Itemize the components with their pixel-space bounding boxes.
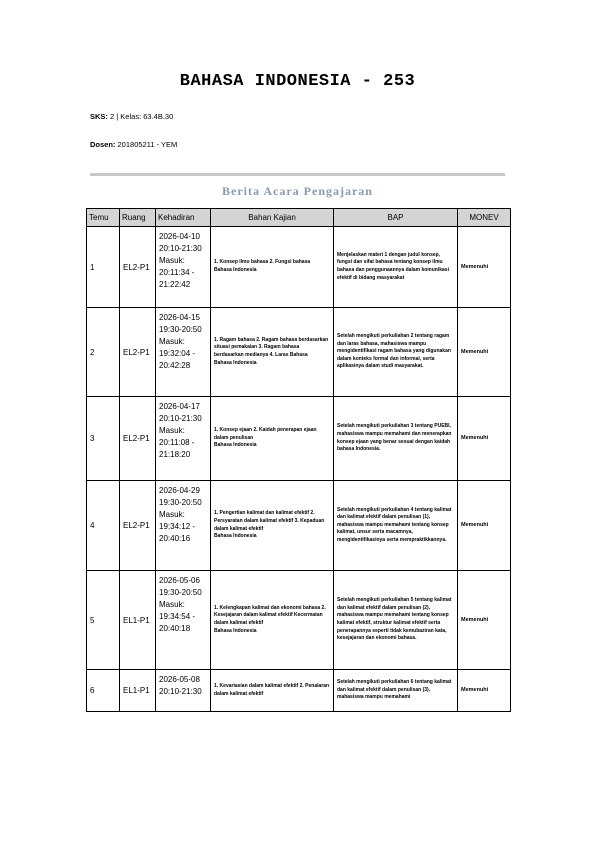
cell-temu: 4 <box>87 481 120 571</box>
column-header-bap: BAP <box>334 209 458 227</box>
table-header-row <box>87 209 511 227</box>
cell-bap: Menjelaskan materi 1 dengan judul konsep, fungsi dan sifat bahasa tentang konsep ilmu bahasa dan penggunaannya dalam komunikasi efektif di bidang masyarakat <box>334 227 458 308</box>
cell-ruang: EL2-P1 <box>120 481 156 571</box>
cell-temu: 1 <box>87 227 120 308</box>
cell-bahan-kajian: 1. Kevariasian dalam kalimat efektif 2. Penalaran dalam kalimat efektif <box>211 670 334 712</box>
cell-ruang: EL2-P1 <box>120 227 156 308</box>
column-header-ruang: Ruang <box>120 209 156 227</box>
cell-monev: Memenuhi <box>458 397 511 481</box>
cell-monev: Memenuhi <box>458 670 511 712</box>
cell-ruang: EL2-P1 <box>120 397 156 481</box>
cell-ruang: EL2-P1 <box>120 308 156 397</box>
divider <box>90 173 505 176</box>
lecturer-info <box>90 140 177 149</box>
cell-kehadiran: 2026-05-08 20:10-21:30 <box>156 670 211 712</box>
cell-bahan-kajian: 1. Pengertian kalimat dan kalimat efektif 2. Persyaratan dalam kalimat efektif 3. Kepaduan dalam kalimat efektif Bahasa Indonesia <box>211 481 334 571</box>
cell-kehadiran: 2026-04-15 19:30-20:50 Masuk: 19:32:04 - 20:42:28 <box>156 308 211 397</box>
sks-value: 2 | Kelas: 63.4B.30 <box>110 112 174 121</box>
dosen-label: Dosen: <box>90 140 116 149</box>
column-header-kehadiran: Kehadiran <box>156 209 211 227</box>
cell-bahan-kajian: 1. Kelengkapan kalimat dan ekonomi bahasa 2. Kesejajaran dalam kalimat efektif Kecermatan dalam kalimat efektif Bahasa Indonesia <box>211 571 334 670</box>
cell-bap: Setelah mengikuti perkuliahan 6 tentang kalimat dan kalimat efektif dalam penulisan (3), mahasiswa mampu memahami <box>334 670 458 712</box>
cell-kehadiran: 2026-04-29 19:30-20:50 Masuk: 19:34:12 - 20:40:16 <box>156 481 211 571</box>
cell-temu: 6 <box>87 670 120 712</box>
column-header-monev: MONEV <box>458 209 511 227</box>
column-header-temu: Temu <box>87 209 120 227</box>
teaching-log-table <box>86 208 511 712</box>
table-row <box>87 670 511 712</box>
cell-ruang: EL1-P1 <box>120 571 156 670</box>
course-info <box>90 112 173 121</box>
cell-ruang: EL1-P1 <box>120 670 156 712</box>
dosen-value: 201805211 - YEM <box>117 140 178 149</box>
table-row <box>87 227 511 308</box>
cell-bap: Setelah mengikuti perkuliahan 4 tentang kalimat dan kalimat efektif dalam penulisan (1), mahasiswa mampu memahami tentang konsep kalimat, unsur serta macamnya, mengidentifikasinya serta mempraktikkannya. <box>334 481 458 571</box>
cell-monev: Memenuhi <box>458 571 511 670</box>
table-row <box>87 571 511 670</box>
table-row <box>87 397 511 481</box>
cell-bap: Setelah mengikuti perkuliahan 3 tentang PUEBI, mahasiswa mampu memahami dan menerapkan konsep ejaan yang benar sesuai dengan kaidah bahasa Indonesia. <box>334 397 458 481</box>
section-title: Berita Acara Pengajaran <box>222 184 373 198</box>
cell-monev: Memenuhi <box>458 481 511 571</box>
cell-monev: Memenuhi <box>458 227 511 308</box>
sks-label: SKS: <box>90 112 108 121</box>
cell-bap: Setelah mengikuti perkuliahan 5 tentang kalimat dan kalimat efektif dalam penulisan (2), mahasiswa mampu memahami tentang konsep kalimat efektif, struktur kalimat efektif serta penerapannya seperti tidak kemubaziran kata, kesejajaran dan ekonomi bahasa. <box>334 571 458 670</box>
cell-temu: 3 <box>87 397 120 481</box>
cell-bap: Setelah mengikuti perkuliahan 2 tentang ragam dan laras bahasa, mahasiswa mampu mengidentifikasi ragam bahasa yang digunakan dalam konteks formal dan informal, serta aplikasinya dalam studi masyarakat. <box>334 308 458 397</box>
table-row <box>87 481 511 571</box>
cell-monev: Memenuhi <box>458 308 511 397</box>
page-title: BAHASA INDONESIA - 253 <box>179 72 416 91</box>
cell-bahan-kajian: 1. Ragam bahasa 2. Ragam bahasa berdasarkan situasi pemakaian 3. Ragam bahasa berdasarkan medianya 4. Laras Bahasa Bahasa Indonesia <box>211 308 334 397</box>
table-row <box>87 308 511 397</box>
cell-bahan-kajian: 1. Konsep ilmu bahasa 2. Fungsi bahasa Bahasa Indonesia <box>211 227 334 308</box>
cell-temu: 5 <box>87 571 120 670</box>
cell-bahan-kajian: 1. Konsep ejaan 2. Kaidah penerapan ejaan dalam penulisan Bahasa Indonesia <box>211 397 334 481</box>
column-header-bahan-kajian: Bahan Kajian <box>211 209 334 227</box>
cell-kehadiran: 2026-04-10 20:10-21:30 Masuk: 20:11:34 - 21:22:42 <box>156 227 211 308</box>
cell-kehadiran: 2026-04-17 20:10-21:30 Masuk: 20:11:08 - 21:18:20 <box>156 397 211 481</box>
cell-temu: 2 <box>87 308 120 397</box>
cell-kehadiran: 2026-05-06 19:30-20:50 Masuk: 19:34:54 - 20:40:18 <box>156 571 211 670</box>
